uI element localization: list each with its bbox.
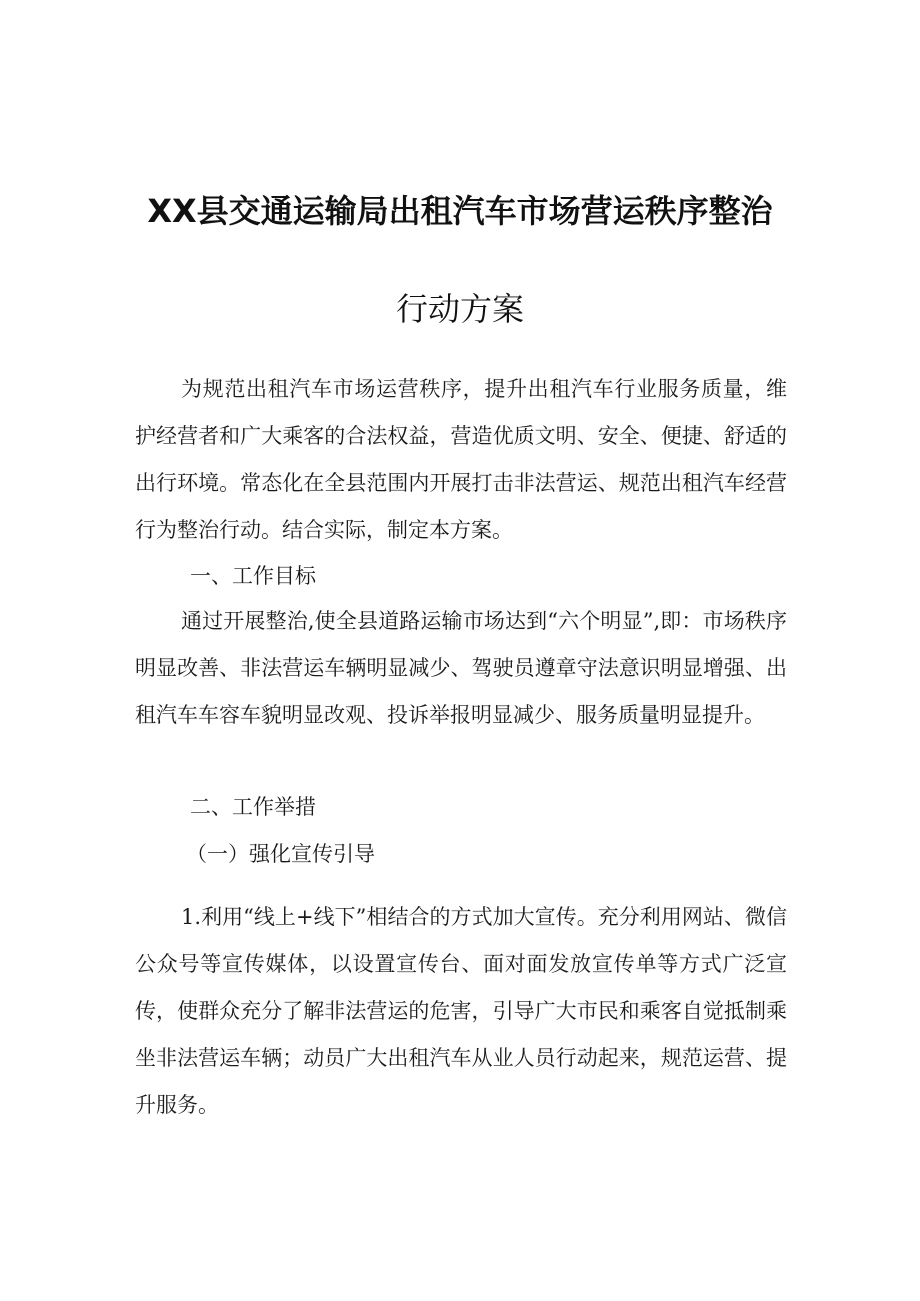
- intro-paragraph: 为规范出租汽车市场运营秩序，提升出租汽车行业服务质量，维护经营者和广大乘客的合法权益，营造优质文明、安全、便捷、舒适的出行环境。常态化在全县范围内开展打击非法营运、规范出租汽车经营行为整治行动。结合实际，制定本方案。: [135, 377, 787, 542]
- document-title-line2: 行动方案: [395, 290, 524, 328]
- subsection1-heading: （一）强化宣传引导: [186, 842, 375, 866]
- section2-heading: 二、工作举措: [190, 795, 316, 819]
- item1-paragraph: 1.利用“线上+线下”相结合的方式加大宣传。充分利用网站、微信公众号等宣传媒体，以设置宣传台、面对面发放宣传单等方式广泛宣传，使群众充分了解非法营运的危害，引导广大市民和乘客自觉抵制乘坐非法营运车辆；动员广大出租汽车从业人员行动起来，规范运营、提升服务。: [135, 905, 787, 1117]
- section1-heading: 一、工作目标: [190, 564, 316, 588]
- document-title-line1: XX县交通运输局出租汽车市场营运秩序整治: [147, 192, 773, 230]
- section1-paragraph: 通过开展整治,使全县道路运输市场达到“六个明显”,即：市场秩序明显改善、非法营运车辆明显减少、驾驶员遵章守法意识明显增强、出租汽车车容车貌明显改观、投诉举报明显减少、服务质量明显提升。: [135, 609, 787, 727]
